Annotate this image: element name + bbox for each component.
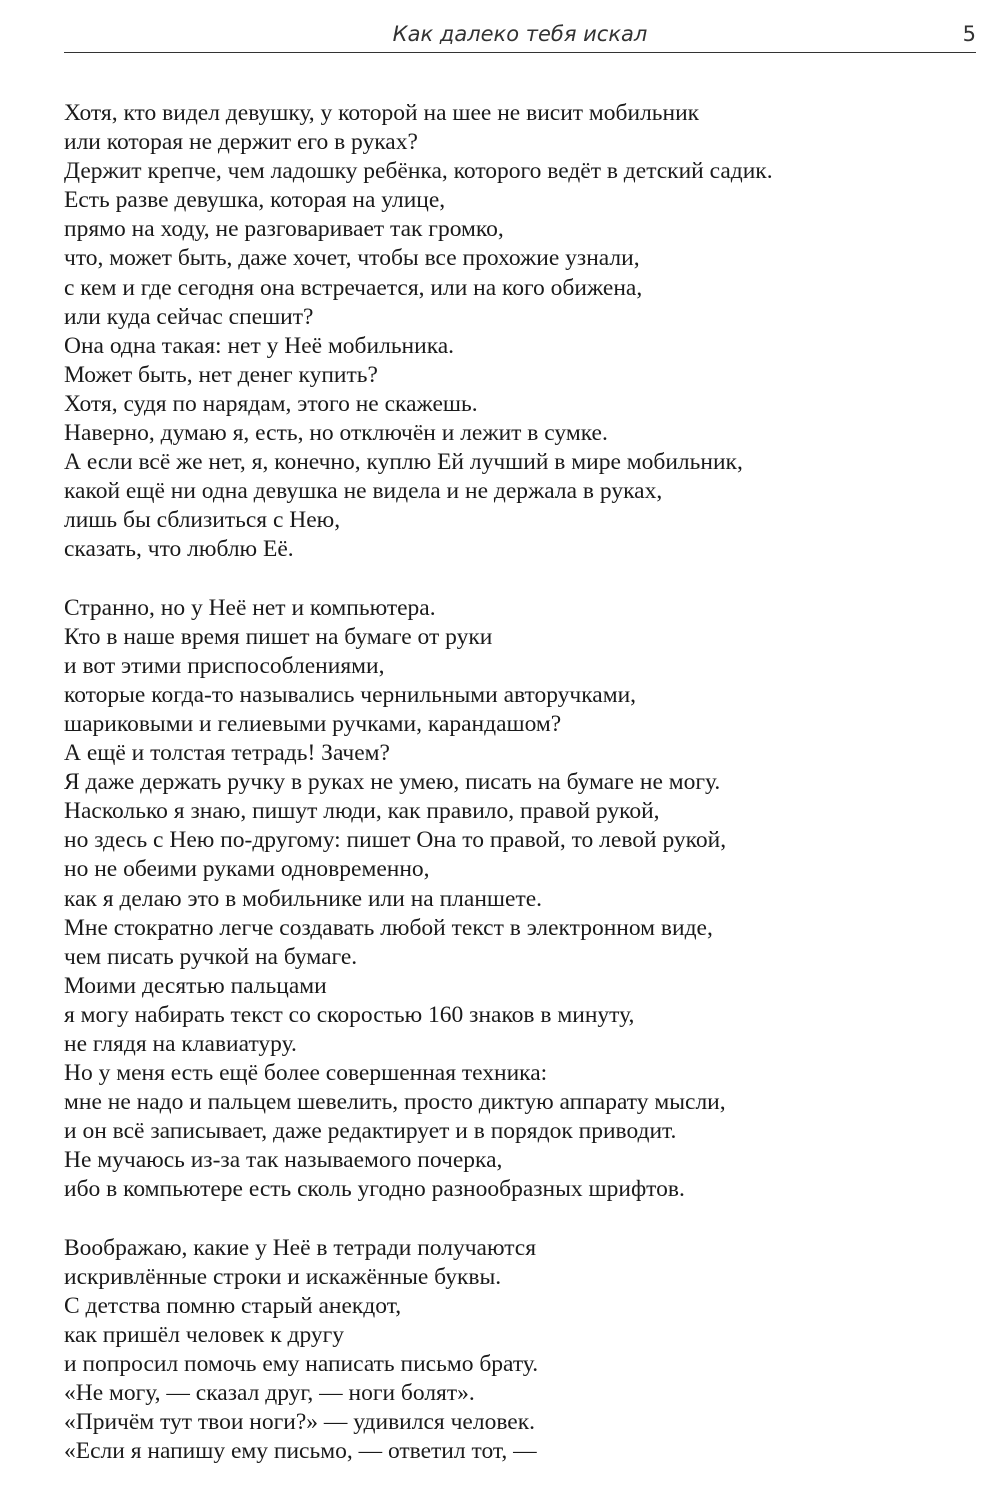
text-line: Странно, но у Неё нет и компьютера. xyxy=(64,594,436,621)
text-line: и вот этими приспособлениями, xyxy=(64,652,385,679)
text-line: Может быть, нет денег купить? xyxy=(64,361,378,388)
text-line: как пришёл человек к другу xyxy=(64,1321,345,1348)
running-title: Как далеко тебя искал xyxy=(392,22,648,46)
text-line: какой ещё ни одна девушка не видела и не держала в руках, xyxy=(64,478,663,505)
text-line: Моими десятью пальцами xyxy=(64,972,327,999)
text-line: Она одна такая: нет у Неё мобильника. xyxy=(64,332,455,359)
text-line: ибо в компьютере есть сколь угодно разнообразных шрифтов. xyxy=(64,1176,685,1203)
text-line: которые когда-то назывались чернильными авторучками, xyxy=(64,681,637,708)
poem-body xyxy=(64,99,964,1466)
text-line: мне не надо и пальцем шевелить, просто диктую аппарату мысли, xyxy=(64,1089,726,1116)
stanza-gap xyxy=(64,565,964,594)
text-line: Наверно, думаю я, есть, но отключён и лежит в сумке. xyxy=(64,420,608,447)
text-line: не глядя на клавиатуру. xyxy=(64,1031,297,1057)
stanza xyxy=(64,594,964,1205)
stanza xyxy=(64,1234,964,1467)
text-line: «Не могу, — сказал друг, — ноги болят». xyxy=(64,1380,475,1407)
stanza xyxy=(64,99,964,565)
text-line: Я даже держать ручку в руках не умею, писать на бумаге не могу. xyxy=(64,769,721,796)
text-line: и попросил помочь ему написать письмо брату. xyxy=(64,1351,539,1378)
text-line: Хотя, судя по нарядам, этого не скажешь. xyxy=(64,390,478,417)
text-line: как я делаю это в мобильнике или на планшете. xyxy=(64,885,543,912)
text-line: Воображаю, какие у Неё в тетради получаются xyxy=(64,1234,537,1261)
text-line: Кто в наше время пишет на бумаге от руки xyxy=(64,623,493,650)
text-line: шариковыми и гелиевыми ручками, карандашом? xyxy=(64,710,562,737)
text-line: Мне стократно легче создавать любой текст в электронном виде, xyxy=(64,914,713,941)
text-line: что, может быть, даже хочет, чтобы все прохожие узнали, xyxy=(64,245,640,272)
text-line: С детства помню старый анекдот, xyxy=(64,1292,402,1319)
text-line: но здесь с Нею по-другому: пишет Она то правой, то левой рукой, xyxy=(64,827,727,854)
text-line: сказать, что люблю Её. xyxy=(64,536,294,563)
page-header xyxy=(64,20,976,53)
text-line: «Причём тут твои ноги?» — удивился человек. xyxy=(64,1409,535,1436)
text-line: или которая не держит его в руках? xyxy=(64,129,418,156)
text-line: искривлённые строки и искажённые буквы. xyxy=(64,1263,502,1290)
text-line: чем писать ручкой на бумаге. xyxy=(64,943,358,970)
text-line: но не обеими руками одновременно, xyxy=(64,856,430,883)
text-line: с кем и где сегодня она встречается, или на кого обижена, xyxy=(64,274,643,301)
text-line: Держит крепче, чем ладошку ребёнка, которого ведёт в детский садик. xyxy=(64,158,773,185)
text-line: «Если я напишу ему письмо, — ответил тот, — xyxy=(64,1438,537,1465)
text-line: А ещё и толстая тетрадь! Зачем? xyxy=(64,740,390,767)
text-line: Насколько я знаю, пишут люди, как правило, правой рукой, xyxy=(64,798,660,825)
text-line: Есть разве девушка, которая на улице, xyxy=(64,187,446,214)
page-number: 5 xyxy=(962,22,976,46)
text-line: я могу набирать текст со скоростью 160 знаков в минуту, xyxy=(64,1001,635,1028)
text-line: Но у меня есть ещё более совершенная техника: xyxy=(64,1060,548,1087)
text-line: лишь бы сблизиться с Нею, xyxy=(64,507,341,534)
text-line: и он всё записывает, даже редактирует и в порядок приводит. xyxy=(64,1118,677,1145)
text-line: Не мучаюсь из-за так называемого почерка, xyxy=(64,1147,503,1174)
stanza-gap xyxy=(64,1205,964,1234)
text-line: А если всё же нет, я, конечно, куплю Ей лучший в мире мобильник, xyxy=(64,449,743,476)
text-line: или куда сейчас спешит? xyxy=(64,303,314,330)
text-line: Хотя, кто видел девушку, у которой на шее не висит мобильник xyxy=(64,100,700,126)
text-line: прямо на ходу, не разговаривает так громко, xyxy=(64,216,504,243)
